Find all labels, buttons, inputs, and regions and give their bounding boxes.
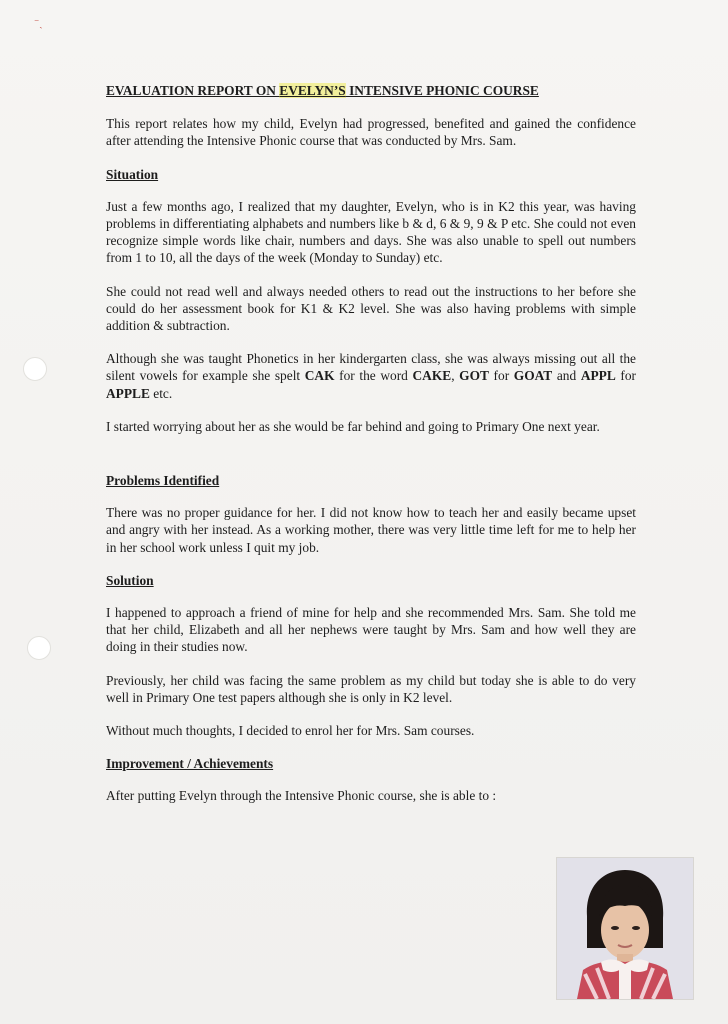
highlighted-name: EVELYN’S [279, 83, 346, 98]
problems-paragraph: There was no proper guidance for her. I did not know how to teach her and easily became upset and angry with her instead. As a working mother, there was very little time left for me to help her in her school work unless I quit my job. [106, 505, 636, 555]
situation-paragraph-2: She could not read well and always needed others to read out the instructions to her before she could do her assessment book for K1 & K2 level. She was also having problems with simple addition & subtraction. [106, 283, 636, 334]
solution-heading: Solution [106, 572, 154, 588]
report-body [106, 82, 636, 821]
situation-heading: Situation [106, 166, 159, 182]
situation-paragraph-1: Just a few months ago, I realized that my daughter, Evelyn, who is in K2 this year, was having problems in differentiating alphabets and numbers like b & d, 6 & 9, 9 & P etc. She could not even recognize simple words like chair, numbers and days. She was also unable to spell out numbers from 1 to 10, all the days of the week (Monday to Sunday) etc. [106, 198, 636, 266]
punch-hole-top [23, 357, 47, 381]
improvement-heading: Improvement / Achievements [106, 756, 274, 772]
solution-paragraph-2: Previously, her child was facing the same problem as my child but today she is able to do very well in Primary One test papers although she is only in K2 level. [106, 672, 636, 705]
solution-paragraph-3: Without much thoughts, I decided to enrol her for Mrs. Sam courses. [106, 723, 475, 739]
child-photo [556, 857, 694, 1000]
solution-paragraph-1: I happened to approach a friend of mine for help and she recommended Mrs. Sam. She told me that her child, Elizabeth and all her nephews were taught by Mrs. Sam and how well they are doing in their studies now. [106, 605, 636, 655]
improvement-paragraph: After putting Evelyn through the Intensive Phonic course, she is able to : [106, 788, 497, 804]
problems-heading: Problems Identified [106, 473, 220, 489]
pen-mark: ⁻ˏ [34, 18, 43, 29]
report-title: EVALUATION REPORT ON EVELYN’S INTENSIVE PHONIC COURSE [106, 83, 539, 98]
intro-paragraph: This report relates how my child, Evelyn had progressed, benefited and gained the confidence after attending the Intensive Phonic course that was conducted by Mrs. Sam. [106, 116, 636, 149]
child-portrait-image [557, 858, 693, 999]
situation-paragraph-3: Although she was taught Phonetics in her kindergarten class, she was always missing out all the silent vowels for example she spelt CAK for the word CAKE, GOT for GOAT and APPL for APPLE etc. [106, 351, 637, 401]
situation-paragraph-4: I started worrying about her as she would be far behind and going to Primary One next year. [106, 418, 600, 434]
punch-hole-bottom [27, 636, 51, 660]
